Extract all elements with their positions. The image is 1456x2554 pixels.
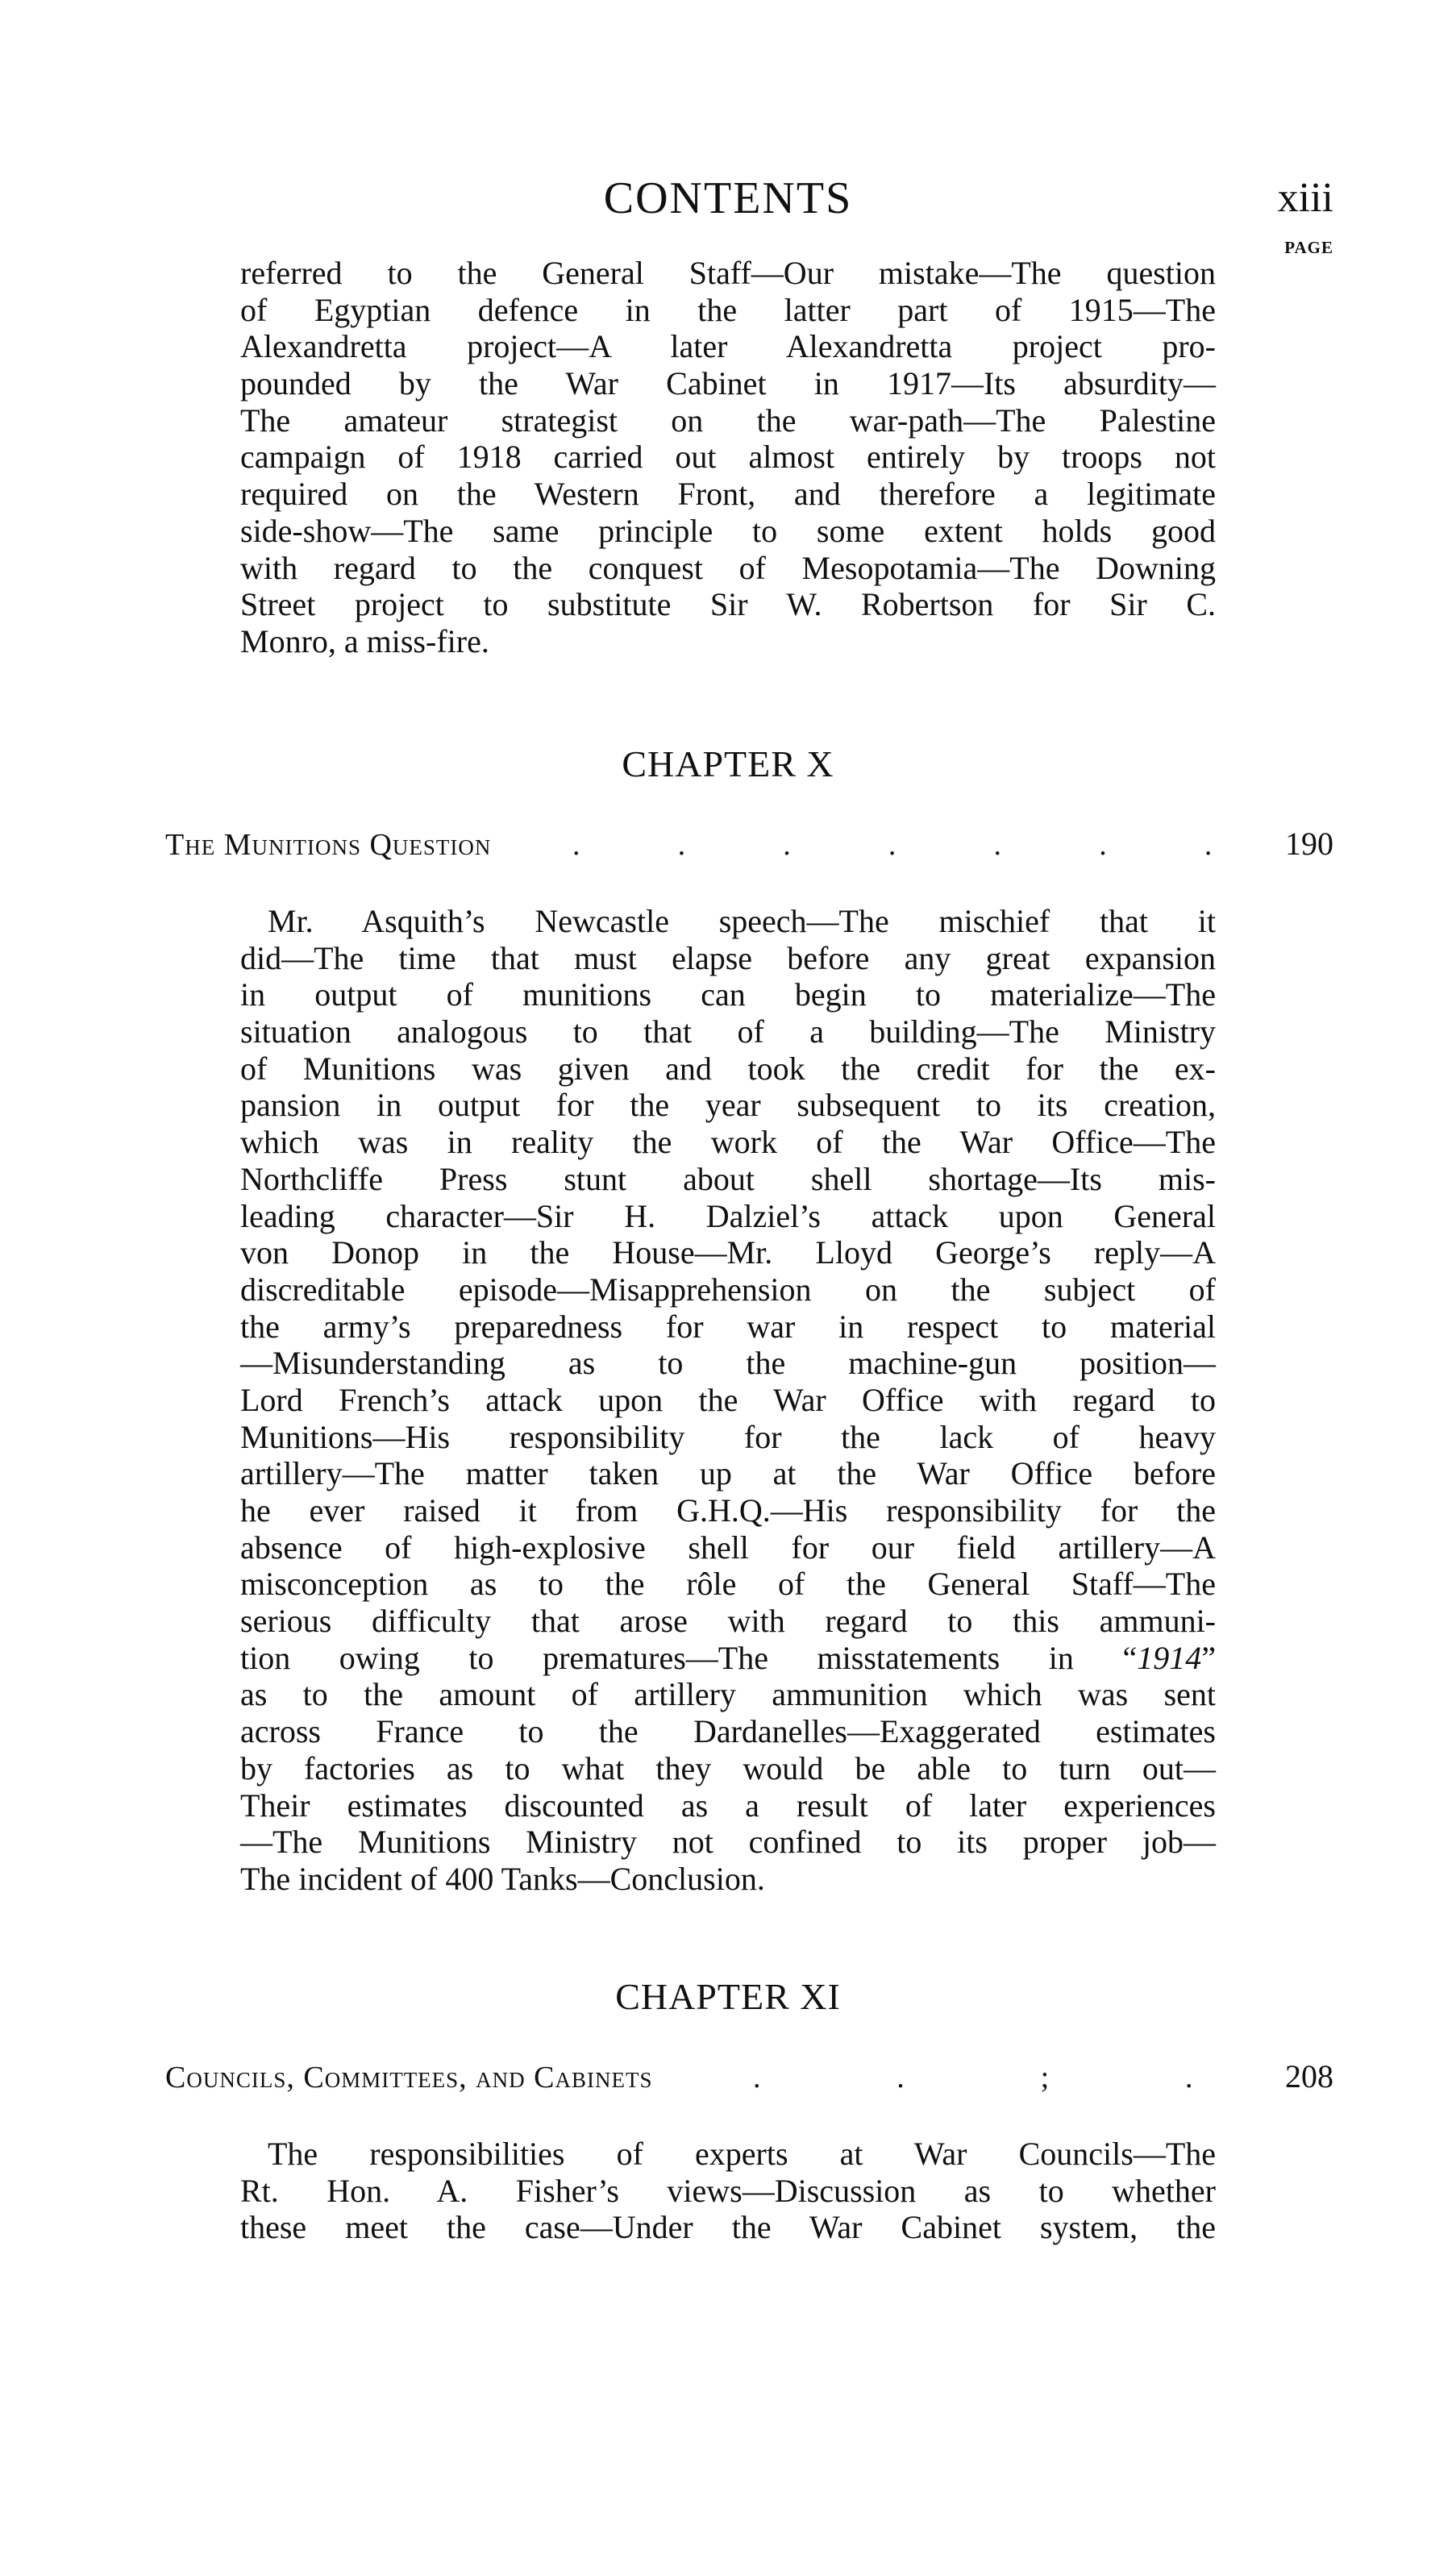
- text-line: Munitions—His responsibility for the lack of heavy: [240, 1418, 1216, 1455]
- leader-dots: [491, 825, 1285, 865]
- chapter-title: Councils, Committees, and Cabinets: [165, 2061, 653, 2094]
- page-number: xiii: [1277, 175, 1333, 221]
- text-line: by factories as to what they would be able to turn out—: [240, 1749, 1216, 1787]
- leader-dot: .: [1204, 828, 1213, 862]
- text-line: with regard to the conquest of Mesopotamia—The Downing: [240, 549, 1216, 586]
- text-line: as to the amount of artillery ammunition which was sent: [240, 1676, 1216, 1713]
- text-line: The incident of 400 Tanks—Conclusion.: [240, 1860, 765, 1897]
- text-line: leading character—Sir H. Dalziel’s attack upon General: [240, 1197, 1216, 1234]
- text-line: referred to the General Staff—Our mistake—The question: [240, 255, 1216, 291]
- leader-dot: .: [993, 828, 1002, 862]
- text-line: did—The time that must elapse before any great expansion: [240, 939, 1216, 976]
- leader-dots: [653, 2057, 1285, 2098]
- text-line: the army’s preparedness for war in respect to material: [240, 1308, 1216, 1345]
- leader-dot: .: [677, 828, 686, 862]
- chapter-summary-paragraph: [240, 903, 1216, 1898]
- text-line: discreditable episode—Misapprehension on the subject of: [240, 1271, 1216, 1308]
- text-line: artillery—The matter taken up at the War Office before: [240, 1455, 1216, 1492]
- text-line: von Donop in the House—Mr. Lloyd George’s reply—A: [240, 1234, 1216, 1271]
- toc-entry: [165, 824, 1333, 865]
- page-column-label: PAGE: [1284, 238, 1333, 257]
- text-line: in output of munitions can begin to materialize—The: [240, 976, 1216, 1013]
- text-line: of Munitions was given and took the credit for the ex-: [240, 1050, 1216, 1087]
- text-line: across France to the Dardanelles—Exaggerated estimates: [240, 1713, 1216, 1750]
- leader-dot: .: [1185, 2061, 1193, 2094]
- text-line: Their estimates discounted as a result of later experiences: [240, 1787, 1216, 1824]
- text-line: which was in reality the work of the War Office—The: [240, 1124, 1216, 1161]
- text-line: Street project to substitute Sir W. Robertson for Sir C.: [240, 586, 1216, 623]
- chapter-heading: CHAPTER X: [622, 743, 834, 784]
- text-line: misconception as to the rôle of the General Staff—The: [240, 1566, 1216, 1603]
- text-line: these meet the case—Under the War Cabinet system, the: [240, 2209, 1216, 2246]
- text-line: Lord French’s attack upon the War Office with regard to: [240, 1381, 1216, 1418]
- text-line: Rt. Hon. A. Fisher’s views—Discussion as to whether: [240, 2172, 1216, 2209]
- text-line: required on the Western Front, and therefore a legitimate: [240, 476, 1216, 513]
- text-line: Northcliffe Press stunt about shell shortage—Its mis-: [240, 1160, 1216, 1197]
- text-line: The amateur strategist on the war-path—The Palestine: [240, 401, 1216, 439]
- text-line: Alexandretta project—A later Alexandretta project pro-: [240, 328, 1216, 365]
- text-line: —The Munitions Ministry not confined to its proper job—: [240, 1824, 1216, 1861]
- leader-dot: ;: [1040, 2061, 1050, 2094]
- leader-dot: .: [896, 2061, 905, 2094]
- text-line: absence of high-explosive shell for our field artillery—A: [240, 1529, 1216, 1566]
- chapter-title: The Munitions Question: [165, 828, 492, 862]
- text-line: Mr. Asquith’s Newcastle speech—The mischief that it: [268, 903, 1216, 939]
- text-line: pansion in output for the year subsequent to its creation,: [240, 1087, 1216, 1124]
- chapter-page-number: 190: [1285, 826, 1333, 862]
- text-line: of Egyptian defence in the latter part of 1915—The: [240, 291, 1216, 328]
- leader-dot: .: [888, 828, 896, 862]
- chapter-summary-paragraph: [240, 2136, 1216, 2246]
- leader-dot: .: [572, 828, 580, 862]
- leader-dot: .: [1099, 828, 1107, 862]
- leader-dot: .: [783, 828, 791, 862]
- leader-dot: .: [752, 2061, 761, 2094]
- toc-entry: [165, 2057, 1333, 2098]
- text-line: he ever raised it from G.H.Q.—His responsibility for the: [240, 1492, 1216, 1529]
- text-line: side-show—The same principle to some extent holds good: [240, 512, 1216, 549]
- text-line: Monro, a miss-fire.: [240, 622, 489, 659]
- text-line: The responsibilities of experts at War Councils—The: [268, 2136, 1216, 2172]
- text-line: tion owing to prematures—The misstatements in “1914”: [240, 1639, 1216, 1676]
- text-line: serious difficulty that arose with regard to this ammuni-: [240, 1603, 1216, 1640]
- text-line: campaign of 1918 carried out almost entirely by troops not: [240, 439, 1216, 476]
- text-line: —Misunderstanding as to the machine-gun position—: [240, 1345, 1216, 1382]
- text-line: situation analogous to that of a building—The Ministry: [240, 1013, 1216, 1050]
- text-line: pounded by the War Cabinet in 1917—Its absurdity—: [240, 365, 1216, 402]
- continued-summary-paragraph: [240, 255, 1216, 660]
- running-head: CONTENTS: [603, 173, 853, 223]
- chapter-heading: CHAPTER XI: [615, 1976, 841, 2017]
- chapter-page-number: 208: [1285, 2058, 1333, 2094]
